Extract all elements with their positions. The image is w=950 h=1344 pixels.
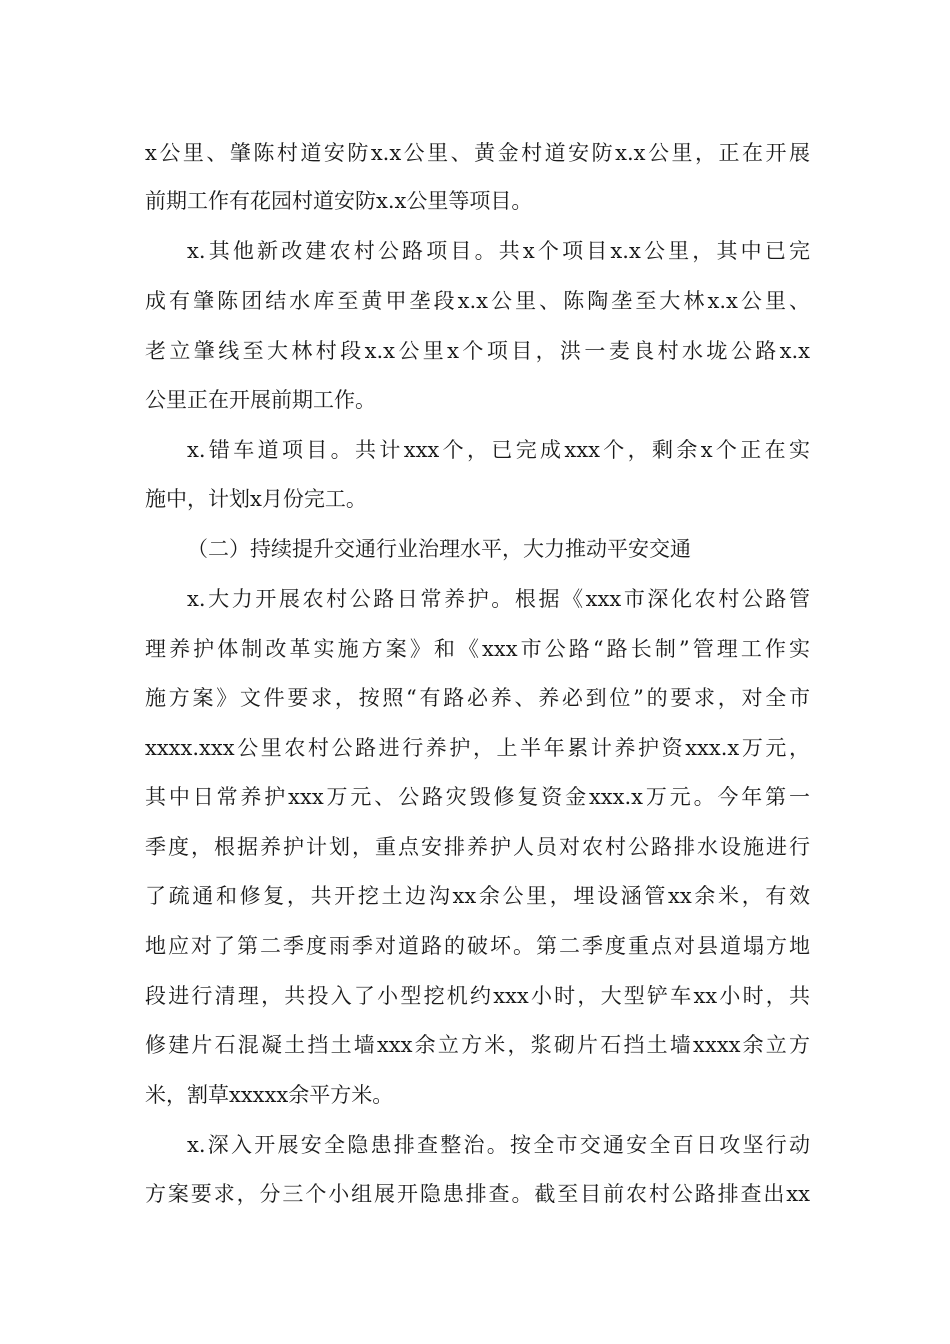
body-line: 施方案》文件要求，按照“有路必养、养必到位”的要求，对全市 [145, 686, 810, 710]
paragraph-start-line: x.其他新改建农村公路项目。共x个项目x.x公里，其中已完 [187, 239, 810, 263]
body-line: 段进行清理，共投入了小型挖机约xxx小时，大型铲车xx小时，共 [145, 984, 810, 1008]
body-line: 老立肇线至大林村段x.x公里x个项目，洪一麦良村水垅公路x.x [145, 339, 810, 363]
body-line: 米，割草xxxxx余平方米。 [145, 1083, 394, 1107]
body-line: 地应对了第二季度雨季对道路的破坏。第二季度重点对县道塌方地 [145, 934, 810, 958]
body-line: 方案要求，分三个小组展开隐患排查。截至目前农村公路排查出xx [145, 1182, 810, 1206]
body-line: 前期工作有花园村道安防x.x公里等项目。 [145, 189, 533, 213]
body-line: x公里、肇陈村道安防x.x公里、黄金村道安防x.x公里，正在开展 [145, 141, 810, 165]
body-line: 修建片石混凝土挡土墙xxx余立方米，浆砌片石挡土墙xxxx余立方 [145, 1033, 810, 1057]
body-line: 了疏通和修复，共开挖土边沟xx余公里，埋设涵管xx余米，有效 [145, 884, 810, 908]
body-line: xxxx.xxx公里农村公路进行养护，上半年累计养护资xxx.x万元， [145, 736, 810, 760]
body-line: 成有肇陈团结水库至黄甲垄段x.x公里、陈陶垄至大林x.x公里、 [145, 289, 810, 313]
section-heading: （二）持续提升交通行业治理水平，大力推动平安交通 [187, 537, 691, 561]
body-line: 季度，根据养护计划，重点安排养护人员对农村公路排水设施进行 [145, 835, 810, 859]
body-line: 其中日常养护xxx万元、公路灾毁修复资金xxx.x万元。今年第一 [145, 785, 810, 809]
paragraph-start-line: x.错车道项目。共计xxx个，已完成xxx个，剩余x个正在实 [187, 438, 810, 462]
paragraph-start-line: x.深入开展安全隐患排查整治。按全市交通安全百日攻坚行动 [187, 1133, 810, 1157]
paragraph-start-line: x.大力开展农村公路日常养护。根据《xxx市深化农村公路管 [187, 587, 810, 611]
body-line: 施中，计划x月份完工。 [145, 487, 367, 511]
body-line: 理养护体制改革实施方案》和《xxx市公路“路长制”管理工作实 [145, 637, 810, 661]
body-line: 公里正在开展前期工作。 [145, 388, 376, 412]
